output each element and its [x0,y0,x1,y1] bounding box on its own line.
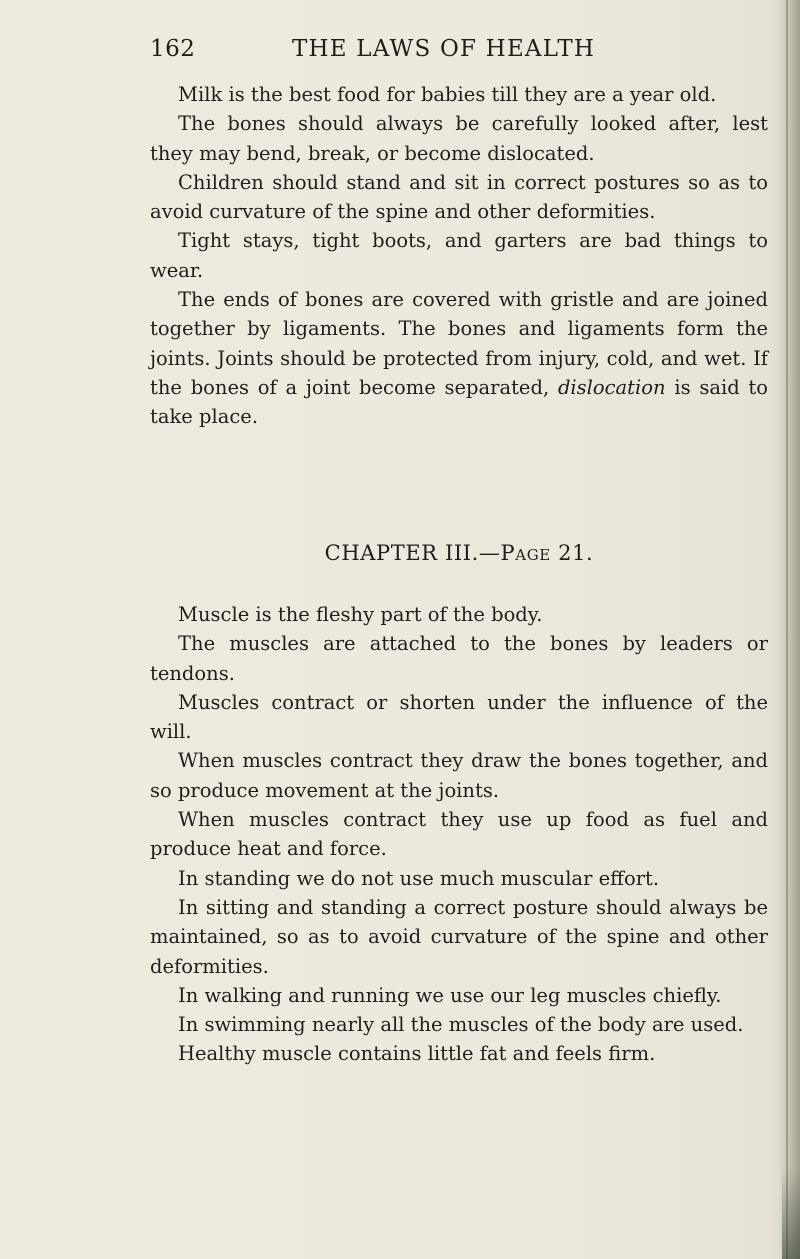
paragraph-tail: is said to take place. [150,375,769,429]
binding-corner-shadow [782,1169,800,1259]
paragraph: In walking and running we use our leg muscles chiefly. [178,983,722,1007]
paragraph: In swimming nearly all the muscles of the body are used. [178,1013,744,1037]
paragraph: When muscles contract they use up food as fuel and produce heat and force. [150,808,768,861]
paragraph: Tight stays, tight boots, and garters are bad things to wear. [150,229,768,282]
chapter-heading-page-number: 21. [558,541,594,565]
paragraph: Healthy muscle contains little fat and feels firm. [178,1042,656,1066]
paragraph: Milk is the best food for babies till they are a year old. [178,83,717,106]
section-two-text [150,600,768,1069]
paragraph: Children should stand and sit in correct postures so as to avoid curvature of the spine and other deformities. [150,170,768,224]
paragraph: Muscles contract or shorten under the influence of the will. [150,690,768,744]
running-head-title: THE LAWS OF HEALTH [292,36,596,62]
chapter-heading-prefix: CHAPTER III.— [324,541,501,565]
paragraph: The bones should always be carefully looked after, lest they may bend, break, or become dislocated. [150,112,768,165]
chapter-heading-page-label: Page [500,541,551,565]
paragraph-with-italic-term [150,285,768,431]
running-head [150,36,770,70]
paragraph: The muscles are attached to the bones by leaders or tendons. [150,632,768,685]
italic-term: dislocation [557,375,666,399]
page-number: 162 [150,36,196,62]
paragraph-text: The ends of bones are covered with gristle and are joined together by ligaments. The bones and ligaments form the joints. Joints should be protected from injury, cold, and wet. If the bones of a joint become separated, [150,288,768,399]
paragraph: When muscles contract they draw the bones together, and so produce movement at the joints. [150,749,768,802]
section-one-text [150,80,768,432]
binding-edge-line [786,0,788,1259]
chapter-heading [150,541,768,565]
paragraph: Muscle is the fleshy part of the body. [178,603,543,626]
paragraph: In standing we do not use much muscular effort. [178,866,660,890]
paragraph: In sitting and standing a correct posture should always be maintained, so as to avoid curvature of the spine and other deformities. [150,895,768,978]
binding-gutter-shadow [778,0,800,1259]
